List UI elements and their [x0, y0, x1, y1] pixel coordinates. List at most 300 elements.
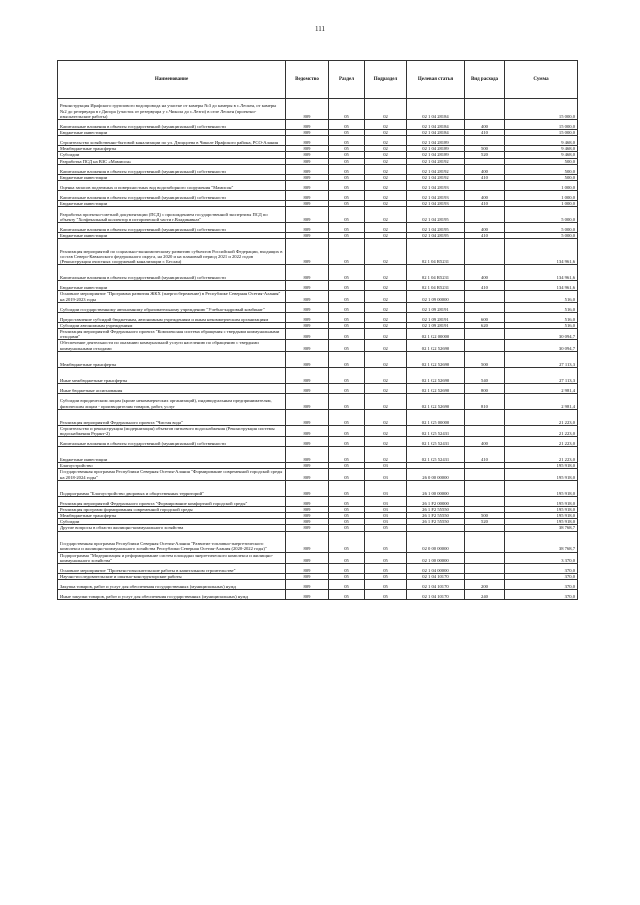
table-row [58, 312, 578, 322]
row-name: Субсидии государственному автономному образовательному учреждению "Учебно-кадровый комбинат" [58, 302, 286, 312]
row-subsection: 05 [365, 564, 407, 574]
table-row [58, 496, 578, 506]
row-department: 809 [286, 564, 329, 574]
row-target-article: 02 1 04 10170 [407, 590, 465, 600]
row-department: 809 [286, 519, 329, 525]
row-expense-type: 410 [465, 201, 505, 207]
row-subsection: 02 [365, 322, 407, 328]
row-subsection: 02 [365, 409, 407, 425]
table-header-row [58, 61, 578, 99]
row-amount: 500,0 [505, 174, 578, 180]
row-section: 05 [329, 265, 365, 281]
row-name: Реализация мероприятий по социально-экономическому развитию субъектов Российской Федерации, входящих в состав Северо-Кавказского федерального округа, на 2020 и на плановый период 2021 и 2022 годов (Реконструкция очистных сооружений канализации г. Беслан) [58, 239, 286, 265]
row-expense-type [465, 207, 505, 223]
row-department: 809 [286, 480, 329, 496]
row-department: 809 [286, 525, 329, 531]
row-name: Строительство и реконструкция (модернизация) объектов питьевого водоснабжения (Реконструкция системы водоснабжения Редант-2) [58, 425, 286, 436]
row-department: 809 [286, 158, 329, 164]
row-name: Бюджетные инвестиции [58, 130, 286, 136]
row-expense-type: 400 [465, 265, 505, 281]
table-row [58, 351, 578, 367]
row-department: 809 [286, 447, 329, 463]
row-amount: 516,0 [505, 302, 578, 312]
row-expense-type [465, 564, 505, 574]
row-amount: 516,0 [505, 291, 578, 302]
row-name: Реализация программ формирования современной городской среды [58, 506, 286, 512]
row-department: 809 [286, 120, 329, 130]
row-department: 809 [286, 552, 329, 563]
table-row [58, 367, 578, 383]
row-amount: 5 000,0 [505, 207, 578, 223]
row-name: Благоустройство [58, 463, 286, 469]
table-row [58, 447, 578, 463]
row-subsection: 02 [365, 191, 407, 201]
row-name: Реализация мероприятий Федерального проекта "Комплексная система обращения с твердыми коммунальными отходами" [58, 329, 286, 340]
row-name: Капитальные вложения в объекты государственной (муниципальной) собственности [58, 120, 286, 130]
table-row [58, 480, 578, 496]
row-amount: 1 000,0 [505, 181, 578, 191]
row-section: 05 [329, 574, 365, 580]
row-expense-type: 600 [465, 312, 505, 322]
row-section: 05 [329, 447, 365, 463]
row-target-article: 26 1 F2 00000 [407, 496, 465, 506]
row-name: Другие вопросы в области жилищно-коммунального хозяйства [58, 525, 286, 531]
row-target-article: 02 1 04 28189 [407, 152, 465, 158]
row-expense-type [465, 340, 505, 351]
table-row [58, 291, 578, 302]
row-amount: 195 918,0 [505, 513, 578, 519]
row-department: 809 [286, 201, 329, 207]
row-subsection: 02 [365, 437, 407, 447]
row-section: 05 [329, 425, 365, 436]
row-amount: 9 468,0 [505, 136, 578, 146]
row-name: Закупка товаров, работ и услуг для обеспечения государственных (муниципальных) нужд [58, 580, 286, 590]
row-name: Обеспечение деятельности по оказанию коммунальной услуги населению по обращению с твердыми коммунальными отходами [58, 340, 286, 351]
row-department: 809 [286, 367, 329, 383]
row-subsection: 03 [365, 480, 407, 496]
row-subsection: 02 [365, 164, 407, 174]
table-row [58, 136, 578, 146]
row-target-article: 02 1 04 R5231 [407, 239, 465, 265]
table-row [58, 340, 578, 351]
row-subsection: 05 [365, 574, 407, 580]
row-target-article: 02 1 09 28191 [407, 302, 465, 312]
row-name: Межбюджетные трансферты [58, 351, 286, 367]
row-department: 809 [286, 409, 329, 425]
row-expense-type: 520 [465, 152, 505, 158]
row-target-article: 02 1 04 28193 [407, 201, 465, 207]
row-department: 809 [286, 152, 329, 158]
table-row [58, 207, 578, 223]
row-amount: 1 000,0 [505, 201, 578, 207]
row-amount: 1 000,0 [505, 191, 578, 201]
row-amount: 38 768,7 [505, 525, 578, 531]
row-expense-type [465, 239, 505, 265]
row-name: Субсидии [58, 152, 286, 158]
row-department: 809 [286, 312, 329, 322]
row-subsection: 02 [365, 120, 407, 130]
row-target-article: 02 1 04 28193 [407, 181, 465, 191]
row-subsection: 02 [365, 265, 407, 281]
row-expense-type [465, 552, 505, 563]
row-section: 05 [329, 437, 365, 447]
table-row [58, 281, 578, 291]
row-target-article: 02 1 04 28195 [407, 207, 465, 223]
row-department: 809 [286, 590, 329, 600]
row-section: 05 [329, 239, 365, 265]
row-subsection: 02 [365, 383, 407, 393]
row-amount: 195 918,0 [505, 496, 578, 506]
header-subsection: Подраздел [365, 61, 407, 99]
row-target-article: 02 1 04 28184 [407, 120, 465, 130]
row-expense-type [465, 302, 505, 312]
row-department: 809 [286, 329, 329, 340]
row-department: 809 [286, 469, 329, 480]
row-section: 05 [329, 120, 365, 130]
row-expense-type: 410 [465, 174, 505, 180]
row-name: Субсидии юридическим лицам (кроме некоммерческих организаций), индивидуальным предпринимателям, физическим лицам - производителям товаров, работ, услуг [58, 393, 286, 409]
row-department: 809 [286, 130, 329, 136]
row-section: 05 [329, 302, 365, 312]
row-name: Научно-исследовательские и опытно-конструкторские работы [58, 574, 286, 580]
header-department: Ведомство [286, 61, 329, 99]
row-expense-type: 500 [465, 513, 505, 519]
row-subsection: 02 [365, 447, 407, 463]
row-department: 809 [286, 496, 329, 506]
row-subsection: 02 [365, 302, 407, 312]
row-expense-type: 400 [465, 437, 505, 447]
row-name: Подпрограмма "Благоустройство дворовых и общественных территорий" [58, 480, 286, 496]
row-amount: 516,0 [505, 322, 578, 328]
row-expense-type: 500 [465, 351, 505, 367]
row-section: 05 [329, 201, 365, 207]
row-expense-type: 400 [465, 120, 505, 130]
row-amount: 5 000,0 [505, 223, 578, 233]
row-expense-type: 540 [465, 367, 505, 383]
row-name: Реализация мероприятий Федерального проекта "Чистая вода" [58, 409, 286, 425]
row-target-article: 02 1 00 00000 [407, 552, 465, 563]
row-target-article: 02 1 G5 52431 [407, 437, 465, 447]
row-target-article: 02 1 G5 00000 [407, 409, 465, 425]
row-target-article: 02 1 04 28189 [407, 136, 465, 146]
row-name: Капитальные вложения в объекты государственной (муниципальной) собственности [58, 265, 286, 281]
row-expense-type: 400 [465, 223, 505, 233]
row-amount: 195 918,0 [505, 480, 578, 496]
row-target-article: 02 1 04 10170 [407, 580, 465, 590]
row-section: 05 [329, 99, 365, 120]
row-amount: 195 918,0 [505, 469, 578, 480]
row-name: Бюджетные инвестиции [58, 233, 286, 239]
row-target-article: 02 1 04 28192 [407, 164, 465, 174]
row-name: Иные закупки товаров, работ и услуг для обеспечения государственных (муниципальных) нужд [58, 590, 286, 600]
row-subsection: 02 [365, 201, 407, 207]
row-expense-type [465, 181, 505, 191]
row-expense-type: 400 [465, 164, 505, 174]
row-target-article: 02 1 09 28191 [407, 322, 465, 328]
row-department: 809 [286, 425, 329, 436]
row-department: 809 [286, 233, 329, 239]
row-department: 809 [286, 340, 329, 351]
row-section: 05 [329, 164, 365, 174]
row-name: Основное мероприятие "Программа развития ЖКХ (энергосбережение) в Республике Северная Осетия-Алания" на 2019-2023 годы [58, 291, 286, 302]
row-amount: 2 981,4 [505, 393, 578, 409]
row-department: 809 [286, 531, 329, 552]
row-section: 05 [329, 207, 365, 223]
row-target-article: 02 1 G2 52690 [407, 367, 465, 383]
row-subsection: 02 [365, 130, 407, 136]
row-section: 05 [329, 367, 365, 383]
row-name: Реализация мероприятий Федерального проекта "Формирование комфортной городской среды" [58, 496, 286, 506]
row-section: 05 [329, 463, 365, 469]
row-section: 05 [329, 312, 365, 322]
row-target-article: 02 1 04 R5231 [407, 265, 465, 281]
row-amount: 500,0 [505, 164, 578, 174]
row-subsection: 02 [365, 174, 407, 180]
row-section: 05 [329, 580, 365, 590]
row-department: 809 [286, 351, 329, 367]
row-subsection: 05 [365, 525, 407, 531]
row-target-article: 02 1 04 00000 [407, 564, 465, 574]
table-row [58, 383, 578, 393]
row-target-article: 26 1 F2 55550 [407, 506, 465, 512]
row-section: 05 [329, 531, 365, 552]
row-name: Межбюджетные трансферты [58, 513, 286, 519]
row-department: 809 [286, 207, 329, 223]
table-row [58, 393, 578, 409]
row-section: 05 [329, 513, 365, 519]
row-section: 05 [329, 383, 365, 393]
row-expense-type [465, 329, 505, 340]
table-row [58, 590, 578, 600]
row-subsection: 03 [365, 463, 407, 469]
row-amount: 15 000,0 [505, 99, 578, 120]
row-amount: 516,0 [505, 312, 578, 322]
row-target-article: 02 1 G5 52431 [407, 447, 465, 463]
row-target-article: 02 1 04 28195 [407, 223, 465, 233]
row-target-article: 02 1 G2 00000 [407, 329, 465, 340]
row-subsection: 02 [365, 239, 407, 265]
row-target-article: 02 1 G2 52690 [407, 351, 465, 367]
row-section: 05 [329, 519, 365, 525]
row-section: 05 [329, 409, 365, 425]
row-subsection: 05 [365, 580, 407, 590]
row-subsection: 02 [365, 158, 407, 164]
row-name: Бюджетные инвестиции [58, 174, 286, 180]
row-amount: 370,0 [505, 564, 578, 574]
row-amount: 27 113,3 [505, 351, 578, 367]
row-subsection: 02 [365, 233, 407, 239]
row-expense-type [465, 136, 505, 146]
header-section: Раздел [329, 61, 365, 99]
row-amount: 21 223,0 [505, 447, 578, 463]
row-department: 809 [286, 146, 329, 152]
table-row [58, 239, 578, 265]
row-target-article: 02 1 09 00000 [407, 291, 465, 302]
row-department: 809 [286, 322, 329, 328]
row-department: 809 [286, 302, 329, 312]
row-expense-type: 500 [465, 146, 505, 152]
table-row [58, 164, 578, 174]
table-row [58, 329, 578, 340]
row-department: 809 [286, 99, 329, 120]
row-expense-type [465, 291, 505, 302]
row-subsection: 02 [365, 425, 407, 436]
row-target-article: 02 1 G2 52690 [407, 383, 465, 393]
row-target-article: 02 1 04 28195 [407, 233, 465, 239]
row-expense-type [465, 409, 505, 425]
row-name: Основное мероприятие "Проектно-изыскательские работы в капитальном строительстве" [58, 564, 286, 574]
row-subsection: 05 [365, 590, 407, 600]
row-target-article: 02 1 09 28191 [407, 312, 465, 322]
row-amount: 30 094,7 [505, 340, 578, 351]
row-department: 809 [286, 239, 329, 265]
table-row [58, 99, 578, 120]
table-row [58, 223, 578, 233]
table-row [58, 564, 578, 574]
row-name: Предоставление субсидий бюджетным, автономным учреждениям и иным некоммерческим организациям [58, 312, 286, 322]
row-subsection: 02 [365, 207, 407, 223]
row-section: 05 [329, 158, 365, 164]
row-target-article: 26 1 00 00000 [407, 480, 465, 496]
row-amount: 3 370,0 [505, 552, 578, 563]
table-row [58, 302, 578, 312]
row-section: 05 [329, 174, 365, 180]
row-section: 05 [329, 351, 365, 367]
row-name: Межбюджетные трансферты [58, 146, 286, 152]
row-subsection: 02 [365, 291, 407, 302]
row-target-article: 02 1 04 10170 [407, 574, 465, 580]
row-target-article: 02 1 G5 52431 [407, 425, 465, 436]
row-section: 05 [329, 223, 365, 233]
row-subsection: 02 [365, 99, 407, 120]
row-subsection: 05 [365, 552, 407, 563]
row-amount: 15 000,0 [505, 130, 578, 136]
row-department: 809 [286, 383, 329, 393]
row-amount: 5 000,0 [505, 233, 578, 239]
row-department: 809 [286, 574, 329, 580]
row-subsection: 02 [365, 329, 407, 340]
row-amount: 195 918,0 [505, 463, 578, 469]
row-department: 809 [286, 136, 329, 146]
row-amount: 9 468,0 [505, 146, 578, 152]
row-target-article: 02 1 G2 52690 [407, 340, 465, 351]
row-target-article: 02 1 04 28192 [407, 158, 465, 164]
row-amount: 500,0 [505, 158, 578, 164]
row-department: 809 [286, 580, 329, 590]
row-amount: 27 113,3 [505, 367, 578, 383]
row-amount: 370,0 [505, 574, 578, 580]
row-name: Иные межбюджетные трансферты [58, 367, 286, 383]
row-subsection: 02 [365, 146, 407, 152]
header-amount: Сумма [505, 61, 578, 99]
row-section: 05 [329, 393, 365, 409]
row-amount: 370,0 [505, 590, 578, 600]
table-row [58, 552, 578, 563]
row-name: Реконструкция Ирафского группового водопровода на участке от камеры №3 до камеры в с.Лескен, от камеры №2 до резервуара в г.Дигора (участок от резервуара у с.Чикола до с.Лезги) в селе Лескен (проектно-изыскательские работы) [58, 99, 286, 120]
row-department: 809 [286, 181, 329, 191]
row-subsection: 02 [365, 312, 407, 322]
row-section: 05 [329, 146, 365, 152]
row-name: Государственная программа Республики Северная Осетия-Алания "Формирование современной городской среды на 2018-2024 годы" [58, 469, 286, 480]
row-name: Субсидии автономным учреждениям [58, 322, 286, 328]
row-amount: 21 223,0 [505, 437, 578, 447]
row-section: 05 [329, 525, 365, 531]
row-subsection: 02 [365, 340, 407, 351]
row-name: Государственная программа Республики Северная Осетия-Алания "Развитие топливно-энергетического комплекса и жилищно-коммунального хозяйства Республики Северная Осетия-Алания (2020-2022 годы)" [58, 531, 286, 552]
row-section: 05 [329, 469, 365, 480]
row-amount: 15 000,0 [505, 120, 578, 130]
row-name: Капитальные вложения в объекты государственной (муниципальной) собственности [58, 164, 286, 174]
row-department: 809 [286, 463, 329, 469]
table-row [58, 580, 578, 590]
row-department: 809 [286, 191, 329, 201]
row-expense-type [465, 480, 505, 496]
row-section: 05 [329, 191, 365, 201]
row-subsection: 02 [365, 223, 407, 233]
table-row [58, 120, 578, 130]
row-name: Капитальные вложения в объекты государственной (муниципальной) собственности [58, 191, 286, 201]
row-amount: 21 223,0 [505, 425, 578, 436]
row-target-article: 26 0 00 00000 [407, 469, 465, 480]
row-name: Капитальные вложения в объекты государственной (муниципальной) собственности [58, 437, 286, 447]
row-subsection: 02 [365, 351, 407, 367]
table-row [58, 437, 578, 447]
row-subsection: 02 [365, 181, 407, 191]
row-amount: 134 961,6 [505, 239, 578, 265]
row-amount: 21 223,0 [505, 409, 578, 425]
table-row [58, 181, 578, 191]
row-target-article: 02 1 04 28184 [407, 130, 465, 136]
page-number: 111 [315, 25, 325, 33]
row-subsection: 02 [365, 367, 407, 383]
row-section: 05 [329, 506, 365, 512]
row-amount: 30 094,7 [505, 329, 578, 340]
row-section: 05 [329, 233, 365, 239]
row-name: Иные бюджетные ассигнования [58, 383, 286, 393]
row-target-article: 02 1 04 28193 [407, 191, 465, 201]
row-expense-type [465, 531, 505, 552]
row-amount: 134 961,6 [505, 265, 578, 281]
row-amount: 370,0 [505, 580, 578, 590]
row-expense-type: 410 [465, 130, 505, 136]
row-subsection: 02 [365, 136, 407, 146]
row-target-article: 02 1 G2 52690 [407, 393, 465, 409]
row-expense-type [465, 99, 505, 120]
row-target-article: 02 1 04 R5231 [407, 281, 465, 291]
row-department: 809 [286, 506, 329, 512]
row-expense-type [465, 469, 505, 480]
row-expense-type [465, 496, 505, 506]
row-expense-type [465, 425, 505, 436]
row-name: Строительство хозяйственно-бытовой канализации по ул. Дзиццоева в Чиколе Ирафского района, РСО-Алания [58, 136, 286, 146]
row-section: 05 [329, 136, 365, 146]
row-section: 05 [329, 496, 365, 506]
table-row [58, 409, 578, 425]
table-body [58, 99, 578, 600]
row-section: 05 [329, 181, 365, 191]
row-department: 809 [286, 164, 329, 174]
row-section: 05 [329, 564, 365, 574]
row-name: Субсидии [58, 519, 286, 525]
row-department: 809 [286, 437, 329, 447]
row-department: 809 [286, 281, 329, 291]
row-amount: 134 961,6 [505, 281, 578, 291]
row-subsection: 03 [365, 519, 407, 525]
row-section: 05 [329, 590, 365, 600]
row-name: Разработка ПСД на ВЗС «Мамисон» [58, 158, 286, 164]
row-department: 809 [286, 265, 329, 281]
row-section: 05 [329, 291, 365, 302]
